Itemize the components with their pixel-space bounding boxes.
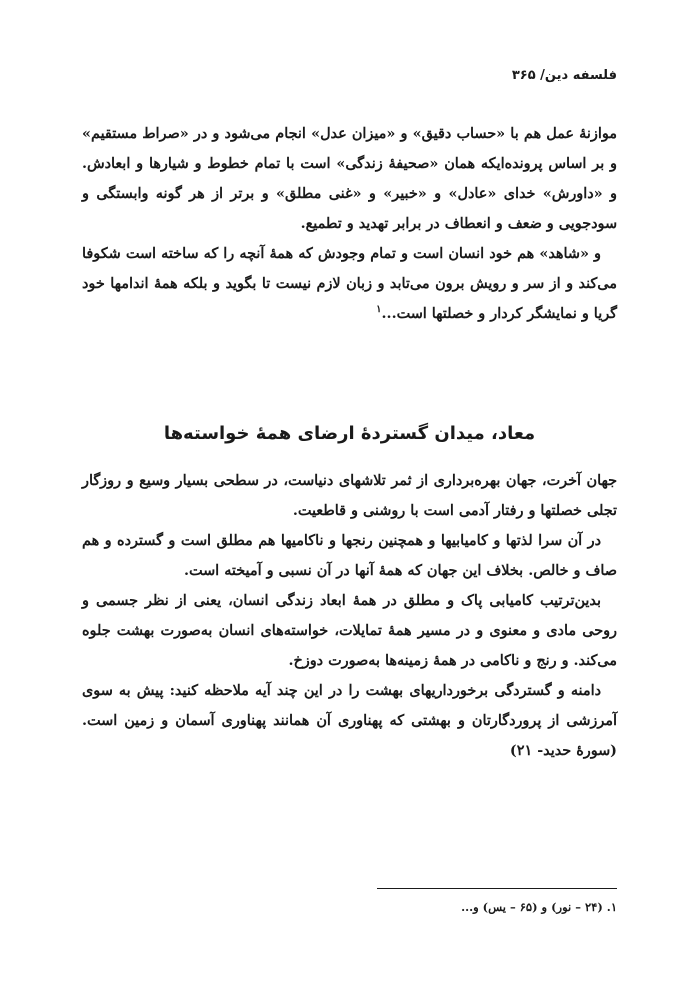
- paragraph: [82, 239, 617, 329]
- footnote-divider: [377, 888, 617, 889]
- paragraph: در آن سرا لذتها و کامیابیها و همچنین رنجها و ناکامیها هم مطلق است و گسترده و هم صاف و خالص. بخلاف این جهان که همۀ آنها در آن نسبی و آمیخته است.: [82, 532, 617, 579]
- footnote-marker: ۱: [376, 304, 382, 316]
- section-heading: معاد، میدان گستردۀ ارضای همۀ خواسته‌ها: [163, 423, 536, 444]
- paragraph: دامنه و گستردگی برخورداریهای بهشت را در این چند آیه ملاحظه کنید: پیش به سوی آمرزشی از پروردگارتان و بهشتی که پهناوری آن همانند پهناوری آسمان و زمین است. (سورۀ حدید- ۲۱): [82, 682, 617, 759]
- paragraph-text: و «شاهد» هم خود انسان است و تمام وجودش که همۀ آنچه را که ساخته است شکوفا می‌کند و از سر و رویش برون می‌تابد و زبان لازم نیست تا بگوید و بلکه همۀ اندامها خود گریا و نمایشگر کردار و خصلتها است...: [82, 245, 617, 322]
- footnote: ۱. (۲۴ – نور) و (۶۵ – یس) و...: [461, 900, 617, 914]
- paragraph: موازنۀ عمل هم با «حساب دقیق» و «میزان عدل» انجام می‌شود و در «صراط مستقیم» و بر اساس پرونده‌ایکه همان «صحیفۀ زندگی» است با تمام خطوط و شیارها و ابعادش. و «داورش» خدای «عادل» و «خبیر» و «غنی مطلق» و برتر از هر گونه وابستگی و سودجویی و ضعف و انعطاف در برابر تهدید و تطمیع.: [82, 125, 617, 232]
- running-head: فلسفه دین/ ۳۶۵: [511, 68, 617, 83]
- paragraph: جهان آخرت، جهان بهره‌برداری از ثمر تلاشهای دنیاست، در سطحی بسیار وسیع و روزگار تجلی خصلتها و رفتار آدمی است با روشنی و قاطعیت.: [82, 472, 617, 519]
- section-text-block: [82, 466, 617, 766]
- paragraph: بدین‌ترتیب کامیابی پاک و مطلق در همۀ ابعاد زندگی انسان، یعنی از نظر جسمی و روحی مادی و معنوی و در مسیر همۀ تمایلات، خواسته‌های انسان به‌صورت بهشت جلوه می‌کند. و رنج و ناکامی در همۀ زمینه‌ها به‌صورت دوزخ.: [82, 592, 617, 669]
- top-text-block: [82, 119, 617, 329]
